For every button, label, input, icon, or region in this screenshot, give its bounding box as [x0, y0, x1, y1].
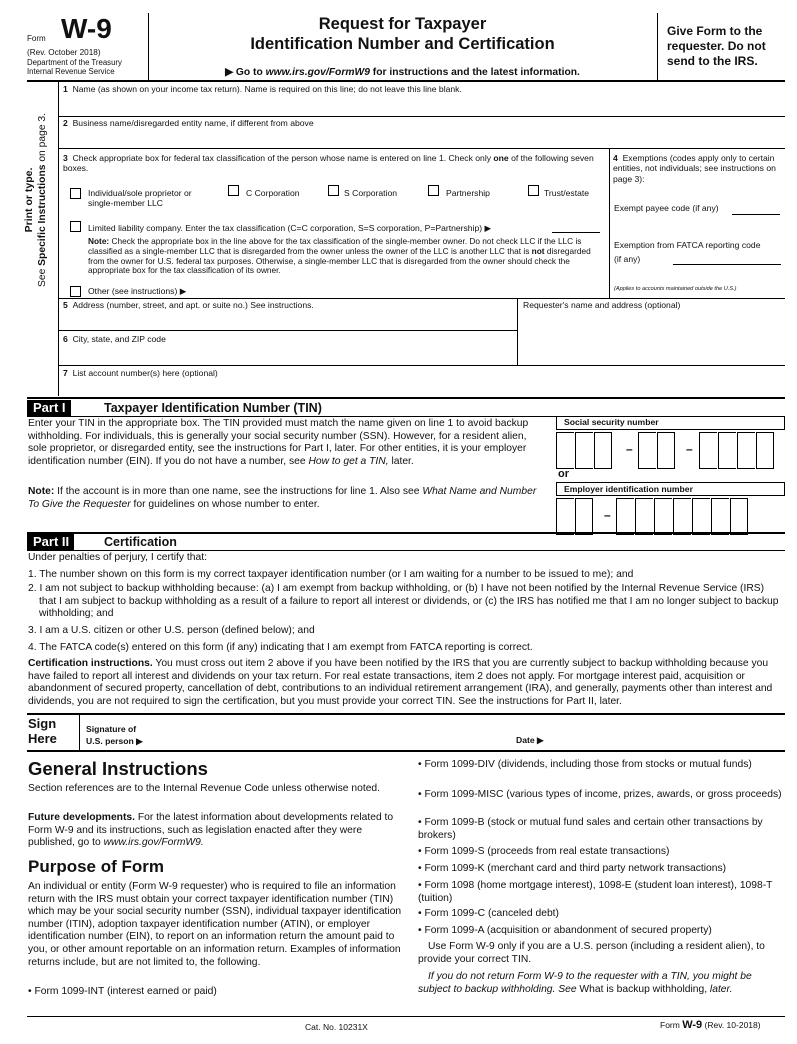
ssn-dash-2: –: [686, 442, 693, 456]
line-3-label: 3 Check appropriate box for federal tax classification of the person whose name is entered on line 1. Check only one of the following seven boxes.: [63, 153, 594, 174]
general-instructions-heading: General Instructions: [28, 758, 208, 779]
form-title: [150, 14, 655, 54]
use-form-text: Use Form W-9 only if you are a U.S. person (including a resident alien), to provide your correct TIN.: [418, 941, 765, 965]
revision-date: (Rev. October 2018): [27, 48, 101, 57]
bullet-1098: • Form 1098 (home mortgage interest), 1098-E (student loan interest), 1098-T (tuition): [418, 880, 773, 904]
sign-label: Sign Here: [28, 716, 57, 746]
future-developments: Future developments. For the latest information about developments related to Form W-9 and its instructions, such as legislation enacted after they were published, go to www.irs.gov/FormW9.: [28, 812, 394, 849]
s-corporation-checkbox[interactable]: [328, 185, 339, 196]
cert-item-3: 3. I am a U.S. citizen or other U.S. person (defined below); and: [28, 625, 315, 636]
date-label: Date ▶: [516, 735, 544, 745]
line-1-label: 1 Name (as shown on your income tax return). Name is required on this line; do not leave this line blank.: [63, 84, 462, 94]
goto-suffix: for instructions and the latest information.: [369, 67, 580, 78]
title-line-2: Identification Number and Certification: [250, 35, 555, 53]
signature-input[interactable]: [160, 718, 505, 746]
line-1-input[interactable]: [60, 96, 784, 114]
cert-item-2: 2. I am not subject to backup withholding because: (a) I am exempt from backup withholding, or (b) I have not been notified by the Internal Revenue Service (IRS) that I am subject to backup withholding as a result of a failure to report all interest or dividends, or (c) the IRS has notified me that I am no longer subject to backup withholding; and: [28, 583, 779, 620]
partnership-checkbox[interactable]: [428, 185, 439, 196]
bullet-1099-c: • Form 1099-C (canceled debt): [418, 908, 559, 919]
llc-checkbox[interactable]: [70, 221, 81, 232]
bullet-1099-b: • Form 1099-B (stock or mutual fund sales and certain other transactions by brokers): [418, 817, 763, 841]
backup-withholding-text: If you do not return Form W-9 to the requester with a TIN, you might be subject to backup withholding. See What is backup withholding, later.: [418, 971, 752, 995]
bullet-1099-int: • Form 1099-INT (interest earned or paid): [28, 986, 217, 997]
purpose-heading: Purpose of Form: [28, 857, 165, 876]
goto-url[interactable]: www.irs.gov/FormW9: [265, 67, 370, 78]
requester-label: Requester's name and address (optional): [523, 300, 681, 310]
fatca-input[interactable]: [673, 252, 781, 265]
bullet-1099-misc: • Form 1099-MISC (various types of income, prizes, awards, or gross proceeds): [418, 789, 782, 800]
line-5-label: 5 Address (number, street, and apt. or suite no.) See instructions.: [63, 300, 314, 310]
side-label: [22, 70, 58, 330]
llc-label: Limited liability company. Enter the tax classification (C=C corporation, S=S corporation, P=Partnership) ▶: [88, 223, 492, 233]
agency: Internal Revenue Service: [27, 67, 115, 76]
line-6-input[interactable]: [60, 346, 515, 363]
catalog-number: Cat. No. 10231X: [305, 1022, 368, 1032]
trust-estate-checkbox[interactable]: [528, 185, 539, 196]
ein-input[interactable]: [556, 498, 785, 535]
line-2-label: 2 Business name/disregarded entity name, if different from above: [63, 118, 314, 128]
footer-form-id: Form W-9 (Rev. 10-2018): [660, 1019, 761, 1031]
bullet-1099-a: • Form 1099-A (acquisition or abandonment of secured property): [418, 925, 712, 936]
part-1-text: Enter your TIN in the appropriate box. The TIN provided must match the name given on line 1 to avoid backup withholding. For individuals, this is generally your social security number (SSN). However, for a resident alien, sole proprietor, or disregarded entity, see the instructions for Part I, later. For other entities, it is your employer identification number (EIN). If you do not have a number, see How to get a TIN, later.: [28, 418, 529, 467]
part-1-title: Taxpayer Identification Number (TIN): [104, 401, 322, 415]
form-number: W-9: [61, 13, 112, 44]
print-or-type: Print or type.: [23, 167, 35, 233]
ssn-label: Social security number: [556, 416, 785, 430]
bullet-1099-div: • Form 1099-DIV (dividends, including those from stocks or mutual funds): [418, 759, 752, 770]
llc-classification-input[interactable]: [552, 222, 600, 233]
llc-note: Note: Check the appropriate box in the line above for the tax classification of the single-member owner. Do not check LLC if the LLC is classified as a single-member LLC that is disregarded from the owner unless the owner of the LLC is another LLC that is not disregarded from the owner for U.S. federal tax purposes. Otherwise, a single-member LLC that is disregarded from the owner should check the appropriate box for the tax classification of its owner.: [88, 236, 591, 276]
c-corporation-checkbox[interactable]: [228, 185, 239, 196]
part-1-note: Note: If the account is in more than one name, see the instructions for line 1. Also see What Name and Number To Give the Requester for guidelines on whose number to enter.: [28, 486, 537, 510]
exempt-payee-label: Exempt payee code (if any): [614, 203, 719, 213]
side-page: on page 3.: [37, 113, 48, 165]
applies-note: (Applies to accounts maintained outside the U.S.): [614, 286, 737, 292]
part-2-tag: Part II: [27, 534, 74, 550]
individual-label: Individual/sole proprietor or single-member LLC: [88, 188, 192, 209]
other-label: Other (see instructions) ▶: [88, 286, 187, 296]
fatca-label: Exemption from FATCA reporting code (if any): [614, 240, 761, 264]
bullet-1099-s: • Form 1099-S (proceeds from real estate transactions): [418, 846, 670, 857]
ein-dash: –: [604, 508, 611, 522]
cert-instructions: Certification instructions. You must cross out item 2 above if you have been notified by the IRS that you are currently subject to backup withholding because you have failed to report all interest and dividends on your tax return. For real estate transactions, item 2 does not apply. For mortgage interest paid, acquisition or abandonment of secured property, cancellation of debt, contributions to an individual retirement arrangement (IRA), and generally, payments other than interest and dividends, you are not required to sign the certification, but you must provide your correct TIN. See the instructions for Part II, later.: [28, 658, 773, 707]
line-7-label: 7 List account number(s) here (optional): [63, 368, 218, 378]
cert-item-1: 1. The number shown on this form is my correct taxpayer identification number (or I am waiting for a number to be issued to me); and: [28, 569, 634, 580]
trust-estate-label: Trust/estate: [544, 188, 590, 198]
give-form-note: Give Form to the requester. Do not send to the IRS.: [667, 24, 766, 68]
cert-intro: Under penalties of perjury, I certify that:: [28, 552, 207, 563]
s-corporation-label: S Corporation: [344, 188, 398, 198]
requester-input[interactable]: [520, 312, 784, 362]
side-specific: Specific Instructions: [37, 164, 48, 266]
cert-item-4: 4. The FATCA code(s) entered on this form (if any) indicating that I am exempt from FATCA reporting is correct.: [28, 642, 533, 653]
other-input[interactable]: [205, 284, 605, 296]
ssn-dash-1: –: [626, 442, 633, 456]
partnership-label: Partnership: [446, 188, 490, 198]
part-2-title: Certification: [104, 535, 177, 549]
purpose-text: An individual or entity (Form W-9 requester) who is required to file an information return with the IRS must obtain your correct taxpayer identification number (TIN) which may be your social security number (SSN), individual taxpayer identification number (ITIN), adoption taxpayer identification number (ATIN), or employer identification number (EIN), to report on an information return the amount paid to you, or other amount reportable on an information return. Examples of information returns include, but are not limited to, the following.: [28, 881, 402, 968]
c-corporation-label: C Corporation: [246, 188, 300, 198]
signature-label: Signature of U.S. person ▶: [86, 724, 143, 746]
side-see: See: [37, 265, 48, 287]
ein-label: Employer identification number: [556, 482, 785, 496]
date-input[interactable]: [560, 722, 782, 746]
department: Department of the Treasury: [27, 58, 122, 67]
goto-prefix: ▶ Go to: [225, 67, 266, 78]
ssn-block: [556, 416, 785, 468]
other-checkbox[interactable]: [70, 286, 81, 297]
exemptions-label: 4 Exemptions (codes apply only to certain entities, not individuals; see instructions on page 3):: [613, 153, 776, 184]
exempt-payee-input[interactable]: [732, 203, 780, 215]
ein-block: [556, 482, 785, 534]
part-1-tag: Part I: [27, 400, 71, 416]
general-intro: Section references are to the Internal Revenue Code unless otherwise noted.: [28, 783, 381, 794]
line-6-label: 6 City, state, and ZIP code: [63, 334, 166, 344]
line-7-input[interactable]: [60, 380, 784, 395]
title-line-1: Request for Taxpayer: [318, 15, 487, 33]
line-2-input[interactable]: [60, 130, 784, 146]
ssn-input[interactable]: [556, 432, 785, 469]
line-5-input[interactable]: [60, 312, 515, 327]
or-label: or: [558, 468, 569, 480]
form-word: Form: [27, 34, 46, 43]
goto-instructions: [150, 66, 655, 78]
bullet-1099-k: • Form 1099-K (merchant card and third party network transactions): [418, 863, 727, 874]
individual-checkbox[interactable]: [70, 188, 81, 199]
